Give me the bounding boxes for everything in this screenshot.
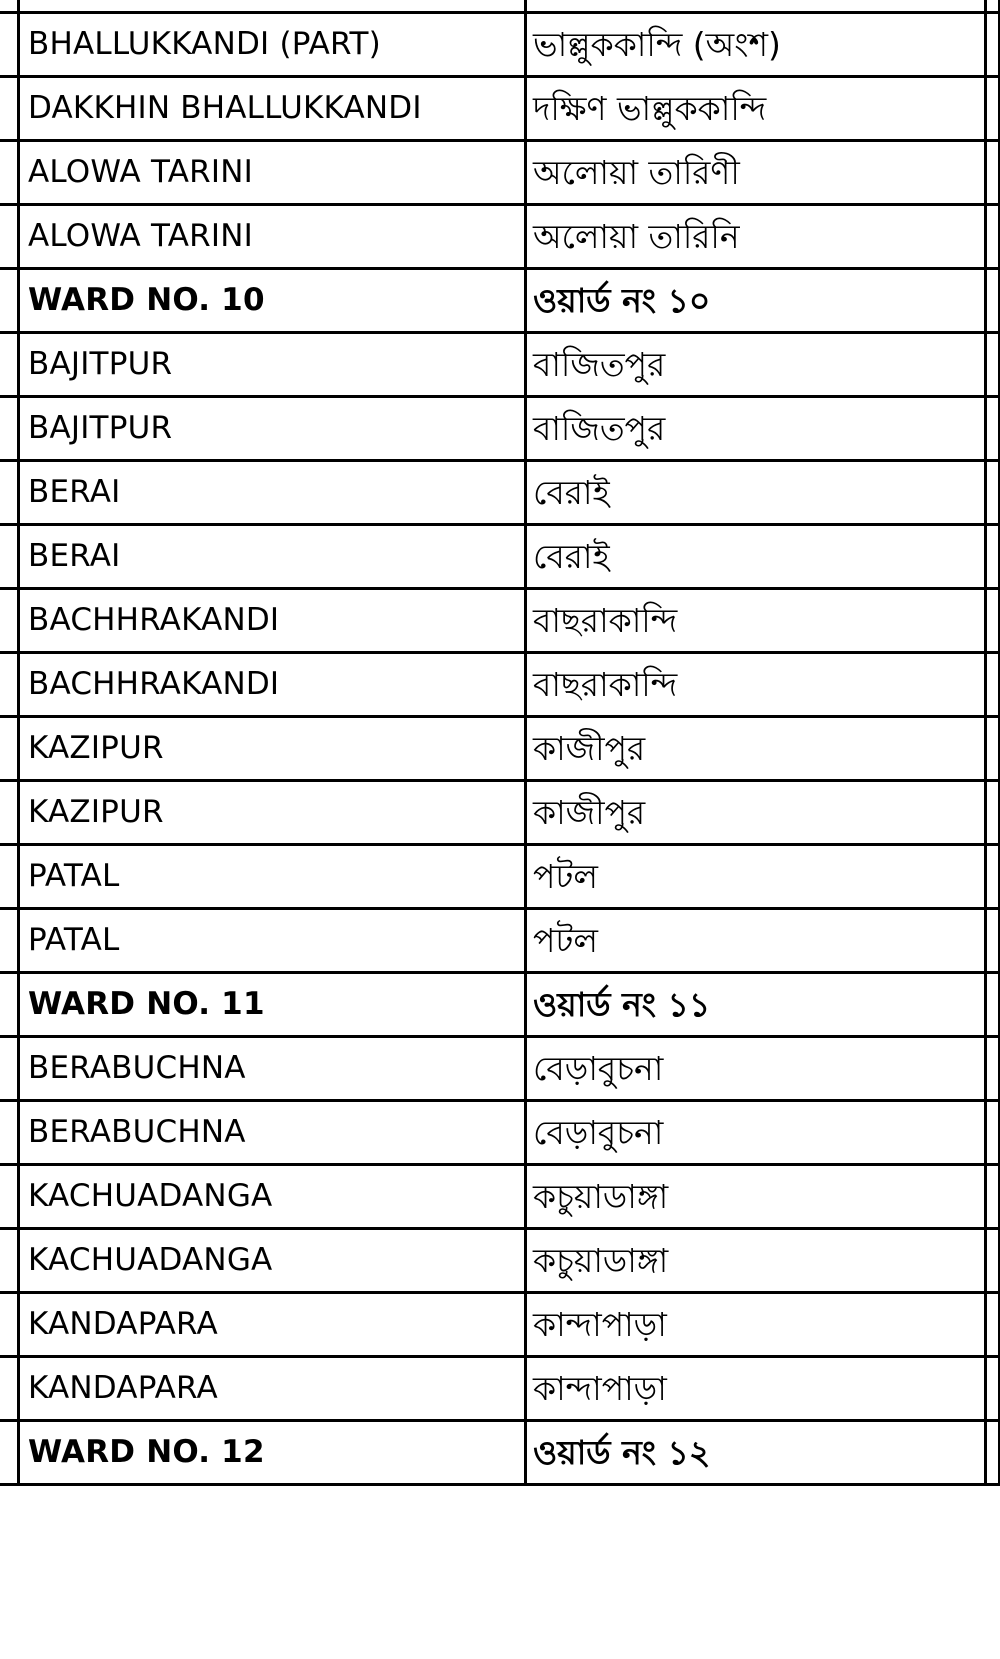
bengali-name-cell: কচুয়াডাঙ্গা (526, 1165, 986, 1229)
table-row (0, 1229, 1000, 1293)
table-row-cut-off (0, 0, 1000, 13)
edge-cell (0, 717, 19, 781)
table-row (0, 717, 1000, 781)
table-row (0, 845, 1000, 909)
english-name-cell: BERAI (19, 461, 526, 525)
bengali-name-cell: অলোয়া তারিণী (526, 141, 986, 205)
edge-cell (986, 653, 1000, 717)
bengali-name-cell: বেরাই (526, 461, 986, 525)
edge-cell (0, 781, 19, 845)
english-name-cell: ALOWA TARINI (19, 205, 526, 269)
bengali-name-cell: দক্ষিণ ভাল্লুককান্দি (526, 77, 986, 141)
english-name-cell: BAJITPUR (19, 333, 526, 397)
edge-cell (986, 1293, 1000, 1357)
table-row (0, 973, 1000, 1037)
table-row (0, 525, 1000, 589)
bengali-name-cell: বাজিতপুর (526, 333, 986, 397)
english-name-cell: BERAI (19, 525, 526, 589)
edge-cell (986, 781, 1000, 845)
table-row (0, 1165, 1000, 1229)
bengali-name-cell: ভাল্লুককান্দি (অংশ) (526, 13, 986, 77)
edge-cell (0, 1165, 19, 1229)
table-row (0, 781, 1000, 845)
english-name-cell: BAJITPUR (19, 397, 526, 461)
edge-cell (0, 461, 19, 525)
edge-cell (0, 1037, 19, 1101)
edge-cell (986, 1037, 1000, 1101)
edge-cell (986, 13, 1000, 77)
edge-cell (986, 461, 1000, 525)
edge-cell (986, 717, 1000, 781)
edge-cell (986, 525, 1000, 589)
edge-cell (0, 525, 19, 589)
english-name-cell: PATAL (19, 845, 526, 909)
table-row (0, 1421, 1000, 1485)
edge-cell (0, 845, 19, 909)
bengali-name-cell: কাজীপুর (526, 781, 986, 845)
edge-cell (986, 77, 1000, 141)
edge-cell (0, 589, 19, 653)
table-row (0, 77, 1000, 141)
table-row (0, 1293, 1000, 1357)
table-row (0, 141, 1000, 205)
english-name-cell: KANDAPARA (19, 1357, 526, 1421)
edge-cell (0, 1357, 19, 1421)
table-row (0, 1037, 1000, 1101)
bengali-name-cell: বেড়াবুচনা (526, 1101, 986, 1165)
edge-cell (986, 1165, 1000, 1229)
bengali-name-cell: বাছরাকান্দি (526, 589, 986, 653)
edge-cell (986, 1229, 1000, 1293)
table-row (0, 333, 1000, 397)
english-name-cell: WARD NO. 10 (19, 269, 526, 333)
bengali-name-cell: বেরাই (526, 525, 986, 589)
bengali-name-cell: অলোয়া তারিনি (526, 205, 986, 269)
bengali-name-cell: পটল (526, 909, 986, 973)
edge-cell (986, 1357, 1000, 1421)
edge-cell (986, 1101, 1000, 1165)
bengali-name-cell: বেড়াবুচনা (526, 1037, 986, 1101)
bengali-name-cell (526, 0, 986, 13)
edge-cell (986, 205, 1000, 269)
english-name-cell: PATAL (19, 909, 526, 973)
table-row (0, 909, 1000, 973)
english-name-cell: WARD NO. 12 (19, 1421, 526, 1485)
english-name-cell: KAZIPUR (19, 781, 526, 845)
edge-cell (986, 269, 1000, 333)
english-name-cell: BHALLUKKANDI (PART) (19, 13, 526, 77)
bengali-name-cell: পটল (526, 845, 986, 909)
edge-cell (0, 333, 19, 397)
edge-cell (0, 653, 19, 717)
edge-cell (986, 333, 1000, 397)
edge-cell (986, 973, 1000, 1037)
edge-cell (0, 909, 19, 973)
edge-cell (0, 1293, 19, 1357)
bengali-name-cell: কান্দাপাড়া (526, 1357, 986, 1421)
table-row (0, 205, 1000, 269)
english-name-cell: ALOWA TARINI (19, 141, 526, 205)
bengali-name-cell: বাজিতপুর (526, 397, 986, 461)
edge-cell (0, 397, 19, 461)
english-name-cell: DAKKHIN BHALLUKKANDI (19, 77, 526, 141)
edge-cell (0, 205, 19, 269)
edge-cell (986, 0, 1000, 13)
edge-cell (0, 0, 19, 13)
edge-cell (986, 589, 1000, 653)
english-name-cell: KACHUADANGA (19, 1165, 526, 1229)
english-name-cell: KAZIPUR (19, 717, 526, 781)
bengali-name-cell: ওয়ার্ড নং ১২ (526, 1421, 986, 1485)
edge-cell (986, 1421, 1000, 1485)
english-name-cell: BERABUCHNA (19, 1101, 526, 1165)
table-row (0, 13, 1000, 77)
table-row (0, 653, 1000, 717)
english-name-cell: KACHUADANGA (19, 1229, 526, 1293)
english-name-cell: KANDAPARA (19, 1293, 526, 1357)
edge-cell (0, 77, 19, 141)
english-name-cell: BACHHRAKANDI (19, 589, 526, 653)
edge-cell (0, 1101, 19, 1165)
edge-cell (986, 845, 1000, 909)
bengali-name-cell: কান্দাপাড়া (526, 1293, 986, 1357)
table-row (0, 1101, 1000, 1165)
edge-cell (0, 141, 19, 205)
table-row (0, 589, 1000, 653)
bengali-name-cell: ওয়ার্ড নং ১১ (526, 973, 986, 1037)
edge-cell (0, 973, 19, 1037)
bengali-name-cell: কাজীপুর (526, 717, 986, 781)
english-name-cell: BACHHRAKANDI (19, 653, 526, 717)
table-row (0, 1357, 1000, 1421)
edge-cell (986, 397, 1000, 461)
edge-cell (0, 1421, 19, 1485)
bengali-name-cell: বাছরাকান্দি (526, 653, 986, 717)
table-row (0, 461, 1000, 525)
english-name-cell: BERABUCHNA (19, 1037, 526, 1101)
edge-cell (0, 269, 19, 333)
table-row (0, 269, 1000, 333)
table-row (0, 397, 1000, 461)
english-name-cell: WARD NO. 11 (19, 973, 526, 1037)
bengali-name-cell: কচুয়াডাঙ্গা (526, 1229, 986, 1293)
english-name-cell (19, 0, 526, 13)
bengali-name-cell: ওয়ার্ড নং ১০ (526, 269, 986, 333)
edge-cell (0, 13, 19, 77)
edge-cell (0, 1229, 19, 1293)
edge-cell (986, 141, 1000, 205)
edge-cell (986, 909, 1000, 973)
